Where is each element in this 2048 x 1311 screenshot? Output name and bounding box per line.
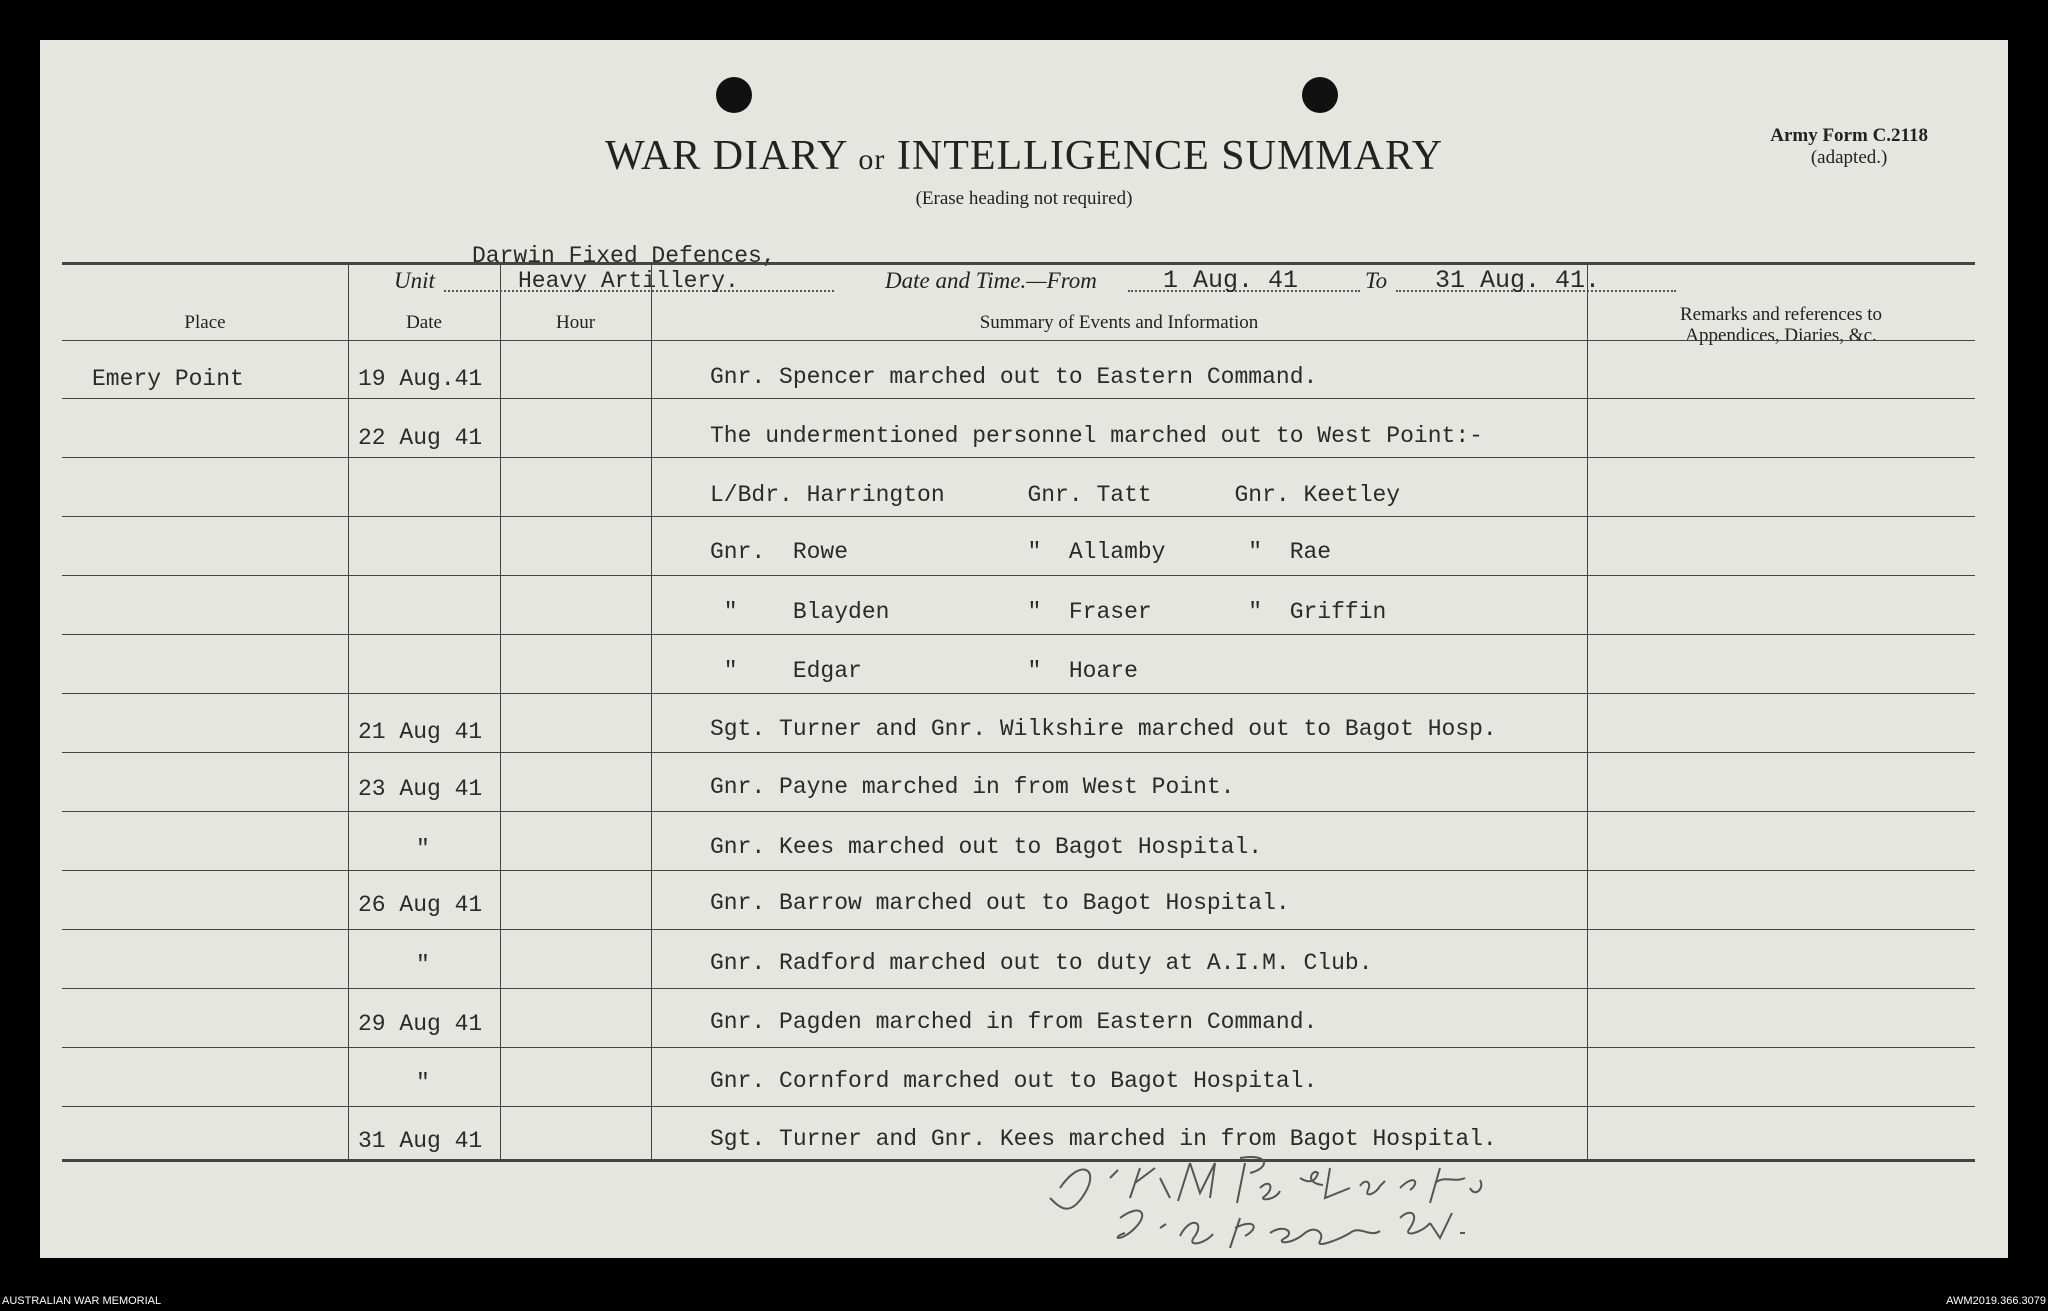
row-rule [62, 811, 1975, 812]
unit-label: Unit [394, 268, 435, 293]
unit-value-line2: Heavy Artillery. [518, 268, 739, 294]
entry-summary: The undermentioned personnel marched out to West Point:- [710, 423, 1483, 449]
entry-date: " [416, 952, 430, 978]
unit-value-line1: Darwin Fixed Defences, [472, 243, 776, 269]
header-remarks-line1: Remarks and references to [1679, 304, 1883, 325]
entry-summary: Gnr. Spencer marched out to Eastern Command. [710, 364, 1318, 390]
row-rule [62, 575, 1975, 576]
army-form-adapted: (adapted.) [1810, 147, 1888, 168]
column-divider [1587, 262, 1588, 1159]
row-rule [62, 634, 1975, 635]
row-rule [62, 870, 1975, 871]
row-rule [62, 457, 1975, 458]
entry-summary: Gnr. Cornford marched out to Bagot Hospital. [710, 1068, 1318, 1094]
title-or: or [858, 143, 886, 176]
entry-date: 22 Aug 41 [358, 425, 483, 451]
entry-place: Emery Point [92, 366, 244, 392]
title-part2: INTELLIGENCE SUMMARY [896, 133, 1444, 179]
entry-summary: Gnr. Payne marched in from West Point. [710, 774, 1235, 800]
entry-date: 26 Aug 41 [358, 892, 483, 918]
footer-reference: AWM2019.366.3079 [1946, 1295, 2046, 1307]
entry-summary: " Edgar " Hoare [710, 658, 1138, 684]
entry-date: " [416, 836, 430, 862]
diary-sheet [40, 40, 2008, 1258]
header-date: Date [406, 312, 442, 333]
to-date: 31 Aug. 41. [1435, 266, 1601, 295]
row-rule [62, 1106, 1975, 1107]
punch-hole-right [1302, 77, 1338, 113]
row-rule [62, 516, 1975, 517]
entry-summary: Gnr. Pagden marched in from Eastern Command. [710, 1009, 1318, 1035]
entry-summary: Gnr. Barrow marched out to Bagot Hospital. [710, 890, 1290, 916]
header-place: Place [184, 312, 226, 333]
column-divider [348, 262, 349, 1159]
title-part1: WAR DIARY [604, 133, 847, 179]
row-rule [62, 988, 1975, 989]
handwritten-signature [1040, 1148, 1560, 1258]
entry-summary: " Blayden " Fraser " Griffin [710, 599, 1387, 625]
entry-date: 21 Aug 41 [358, 719, 483, 745]
punch-hole-left [716, 77, 752, 113]
from-date: 1 Aug. 41 [1163, 266, 1299, 295]
entry-summary: Gnr. Kees marched out to Bagot Hospital. [710, 834, 1263, 860]
diary-table [54, 262, 1974, 1162]
entry-date: " [416, 1070, 430, 1096]
entry-summary: L/Bdr. Harrington Gnr. Tatt Gnr. Keetley [710, 482, 1401, 508]
column-divider [651, 262, 652, 1159]
row-rule [62, 752, 1975, 753]
to-label: To [1365, 268, 1388, 293]
footer-institution: AUSTRALIAN WAR MEMORIAL [2, 1295, 162, 1307]
date-time-label: Date and Time.—From [885, 268, 1097, 293]
entry-date: 23 Aug 41 [358, 776, 483, 802]
army-form-number: Army Form C.2118 [1770, 125, 1928, 146]
entry-date: 19 Aug.41 [358, 366, 483, 392]
header-rule [62, 340, 1975, 341]
entry-summary: Sgt. Turner and Gnr. Kees marched in from Bagot Hospital. [710, 1126, 1497, 1152]
row-rule [62, 398, 1975, 399]
subtitle: (Erase heading not required) [915, 188, 1133, 209]
row-rule [62, 929, 1975, 930]
header-summary: Summary of Events and Information [979, 312, 1259, 333]
header-remarks-line2: Appendices, Diaries, &c. [1685, 325, 1877, 346]
entry-date: 29 Aug 41 [358, 1011, 483, 1037]
entry-date: 31 Aug 41 [358, 1128, 483, 1154]
header-hour: Hour [555, 312, 596, 333]
army-form-label [1770, 125, 1928, 169]
entry-summary: Gnr. Radford marched out to duty at A.I.M. Club. [710, 950, 1373, 976]
entry-summary: Gnr. Rowe " Allamby " Rae [710, 539, 1332, 565]
row-rule [62, 1047, 1975, 1048]
page-title [40, 132, 2008, 180]
entry-summary: Sgt. Turner and Gnr. Wilkshire marched out to Bagot Hosp. [710, 716, 1497, 742]
table-bottom-rule [62, 1159, 1975, 1162]
row-rule [62, 693, 1975, 694]
column-divider [500, 262, 501, 1159]
